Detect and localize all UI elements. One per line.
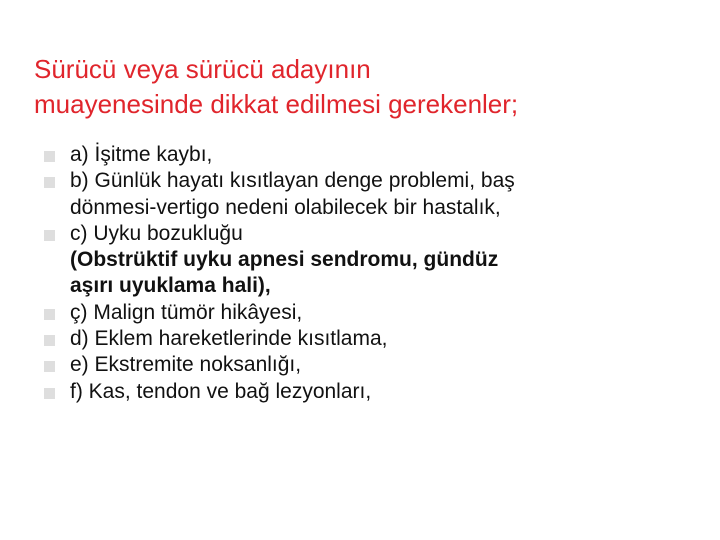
square-bullet-icon — [44, 335, 55, 346]
square-bullet-icon — [44, 309, 55, 320]
list-item-muscle-tendon-ligament — [44, 379, 704, 405]
list-item-joint-limitation — [44, 326, 704, 352]
square-bullet-icon — [44, 230, 55, 241]
list-item-sleep-disorder — [44, 221, 704, 300]
list-item-malignant-tumor — [44, 300, 704, 326]
list-item-hearing-loss — [44, 142, 704, 168]
list-item-sleep-disorder-line-1: c) Uyku bozukluğu — [70, 221, 243, 245]
list-item-limb-deficiency-text: e) Ekstremite noksanlığı, — [70, 353, 302, 377]
list-item-limb-deficiency — [44, 352, 704, 378]
list-item-muscle-tendon-ligament-text: f) Kas, tendon ve bağ lezyonları, — [70, 379, 372, 403]
slide-title-line-2: muayenesinde dikkat edilmesi gerekenler; — [34, 89, 519, 119]
list-item-balance-problem — [44, 168, 704, 221]
list-item-sleep-disorder-line-3: aşırı uyuklama hali), — [70, 274, 271, 298]
list-item-malignant-tumor-text: ç) Malign tümör hikâyesi, — [70, 300, 303, 324]
examination-items-list — [44, 142, 704, 405]
list-item-hearing-loss-text: a) İşitme kaybı, — [70, 143, 213, 166]
list-item-joint-limitation-text: d) Eklem hareketlerinde kısıtlama, — [70, 327, 388, 351]
list-item-sleep-disorder-line-2: (Obstrüktif uyku apnesi sendromu, gündüz — [70, 248, 499, 272]
square-bullet-icon — [44, 151, 55, 162]
list-item-balance-problem-line-2: dönmesi-vertigo nedeni olabilecek bir hastalık, — [70, 195, 501, 219]
square-bullet-icon — [44, 177, 55, 188]
list-item-balance-problem-line-1: b) Günlük hayatı kısıtlayan denge problemi, baş — [70, 169, 515, 193]
slide-title-line-1: Sürücü veya sürücü adayının — [34, 54, 371, 84]
square-bullet-icon — [44, 388, 55, 399]
square-bullet-icon — [44, 361, 55, 372]
slide-title — [34, 52, 694, 122]
